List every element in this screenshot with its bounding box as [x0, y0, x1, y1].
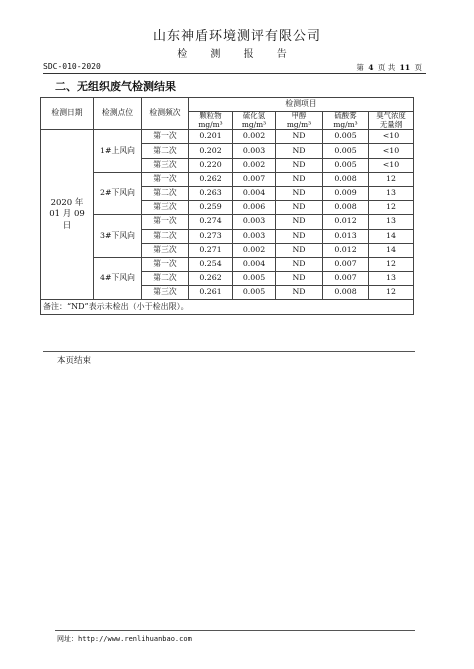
point-cell: 3#下风向 [94, 215, 142, 258]
value-cell: 0.003 [233, 215, 276, 229]
website-footer: 网址：http://www.renlihuanbao.com [57, 635, 192, 643]
section-title: 二、无组织废气检测结果 [55, 80, 176, 93]
value-cell: 0.271 [189, 243, 233, 257]
value-cell: 0.005 [323, 158, 369, 172]
value-cell: ND [276, 130, 323, 144]
footer-divider [55, 630, 415, 631]
value-cell: 0.008 [323, 286, 369, 300]
date-line: 日 [62, 220, 72, 231]
frequency-cell: 第一次 [142, 257, 189, 271]
date-cell [41, 130, 94, 300]
value-cell: 0.012 [323, 243, 369, 257]
frequency-cell: 第一次 [142, 172, 189, 186]
value-cell: 0.005 [233, 272, 276, 286]
value-cell: 0.273 [189, 229, 233, 243]
value-cell: 12 [369, 286, 414, 300]
item-name: 硫酸雾 [334, 111, 357, 121]
value-cell: 13 [369, 272, 414, 286]
value-cell: 0.004 [233, 257, 276, 271]
date-line: 01 月 09 [49, 209, 85, 220]
table-row [41, 257, 414, 271]
value-cell: ND [276, 144, 323, 158]
item-unit: mg/m³ [286, 119, 312, 129]
frequency-cell: 第一次 [142, 215, 189, 229]
value-cell: 13 [369, 215, 414, 229]
item-header-cell [189, 112, 233, 130]
table-row [41, 130, 414, 144]
value-cell: 0.005 [323, 130, 369, 144]
value-cell: 0.274 [189, 215, 233, 229]
value-cell: 0.201 [189, 130, 233, 144]
item-unit: mg/m³ [198, 119, 223, 129]
item-name: 硫化氢 [242, 111, 266, 121]
value-cell: 0.003 [233, 229, 276, 243]
point-cell: 1#上风向 [94, 130, 142, 173]
frequency-cell: 第二次 [142, 229, 189, 243]
value-cell: 0.002 [233, 158, 276, 172]
value-cell: 0.262 [189, 172, 233, 186]
header-point: 检测点位 [94, 98, 142, 130]
value-cell: 12 [369, 201, 414, 215]
header-divider [43, 73, 426, 74]
value-cell: 14 [369, 243, 414, 257]
frequency-cell: 第二次 [142, 144, 189, 158]
value-cell: 0.003 [233, 144, 276, 158]
date-line: 2020 年 [50, 197, 84, 208]
value-cell: 0.259 [189, 201, 233, 215]
value-cell: 0.202 [189, 144, 233, 158]
page-number: 4 [368, 63, 374, 72]
item-unit: 无量纲 [379, 119, 403, 129]
header-frequency: 检测频次 [142, 98, 189, 130]
table-note: 备注：“ND”表示未检出（小于检出限）。 [41, 300, 414, 314]
value-cell: ND [276, 158, 323, 172]
value-cell: 0.002 [233, 130, 276, 144]
value-cell: 0.008 [323, 172, 369, 186]
value-cell: 0.012 [323, 215, 369, 229]
value-cell: 12 [369, 257, 414, 271]
value-cell: ND [276, 229, 323, 243]
value-cell: ND [276, 243, 323, 257]
value-cell: <10 [369, 158, 414, 172]
page-mid: 页 共 [377, 63, 396, 72]
frequency-cell: 第三次 [142, 201, 189, 215]
note-row [41, 300, 414, 314]
frequency-cell: 第二次 [142, 272, 189, 286]
item-header-cell [276, 112, 323, 130]
value-cell: ND [276, 272, 323, 286]
value-cell: 0.013 [323, 229, 369, 243]
frequency-cell: 第一次 [142, 130, 189, 144]
value-cell: 0.007 [323, 257, 369, 271]
frequency-cell: 第三次 [142, 286, 189, 300]
value-cell: <10 [369, 144, 414, 158]
page-end-text: 本页结束 [57, 356, 92, 366]
value-cell: <10 [369, 130, 414, 144]
value-cell: 0.004 [233, 186, 276, 200]
page-total: 11 [399, 63, 411, 72]
value-cell: 0.220 [189, 158, 233, 172]
value-cell: ND [276, 172, 323, 186]
value-cell: 0.007 [323, 272, 369, 286]
item-unit: mg/m³ [333, 119, 358, 129]
item-name: 甲醇 [291, 111, 307, 121]
value-cell: 0.263 [189, 186, 233, 200]
value-cell: 14 [369, 229, 414, 243]
frequency-cell: 第二次 [142, 186, 189, 200]
value-cell: 0.009 [323, 186, 369, 200]
value-cell: ND [276, 186, 323, 200]
results-table [40, 97, 414, 315]
value-cell: 0.254 [189, 257, 233, 271]
report-subtitle: 检 测 报 告 [177, 49, 297, 60]
value-cell: ND [276, 257, 323, 271]
item-name: 颗粒物 [199, 111, 222, 121]
value-cell: 0.262 [189, 272, 233, 286]
value-cell: ND [276, 215, 323, 229]
table-row [41, 172, 414, 186]
item-header-cell [369, 112, 414, 130]
content-divider [43, 351, 415, 352]
value-cell: 0.005 [233, 286, 276, 300]
value-cell: 0.006 [233, 201, 276, 215]
value-cell: 0.005 [323, 144, 369, 158]
page-info [356, 62, 422, 73]
frequency-cell: 第三次 [142, 243, 189, 257]
point-cell: 2#下风向 [94, 172, 142, 215]
item-header-cell [323, 112, 369, 130]
value-cell: 13 [369, 186, 414, 200]
page-suffix: 页 [414, 63, 422, 72]
value-cell: 0.007 [233, 172, 276, 186]
table-row [41, 215, 414, 229]
value-cell: ND [276, 201, 323, 215]
document-number: SDC-010-2020 [43, 62, 101, 71]
value-cell: ND [276, 286, 323, 300]
frequency-cell: 第三次 [142, 158, 189, 172]
value-cell: 0.008 [323, 201, 369, 215]
header-test-items: 检测项目 [189, 98, 414, 112]
company-name: 山东神盾环境测评有限公司 [152, 29, 321, 44]
value-cell: 0.261 [189, 286, 233, 300]
item-name: 臭气浓度 [376, 111, 406, 121]
value-cell: 0.002 [233, 243, 276, 257]
item-unit: mg/m³ [241, 119, 267, 129]
point-cell: 4#下风向 [94, 257, 142, 300]
page-prefix: 第 [356, 63, 364, 72]
item-header-cell [233, 112, 276, 130]
value-cell: 12 [369, 172, 414, 186]
header-date: 检测日期 [41, 98, 94, 130]
